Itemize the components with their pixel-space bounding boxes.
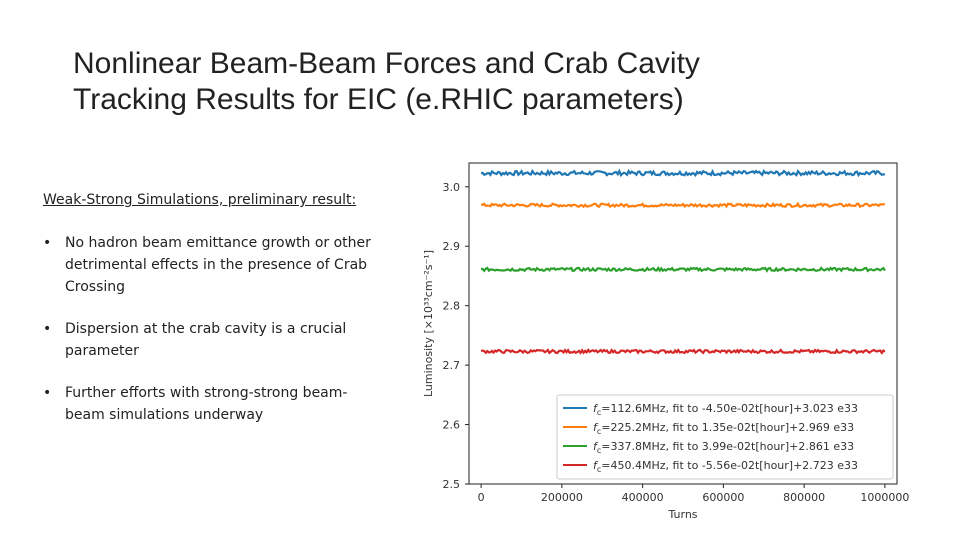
x-tick-label: 200000 bbox=[540, 491, 583, 504]
bullet-marker: • bbox=[43, 235, 52, 251]
bullet-item bbox=[43, 232, 373, 298]
y-axis-label: Luminosity [×10³³cm⁻²s⁻¹] bbox=[422, 249, 435, 398]
slide-title bbox=[73, 46, 833, 118]
legend-entry: $f_c=225.2MHz$, fit to 1.35e-02t[hour]+2.969 e33 bbox=[593, 421, 855, 436]
section-subheading: Weak-Strong Simulations, preliminary result: bbox=[43, 192, 357, 208]
legend-entry: $f_c=112.6MHz$, fit to -4.50e-02t[hour]+3.023 e33 bbox=[593, 402, 859, 417]
x-tick-label: 0 bbox=[477, 491, 485, 504]
bullet-text: No hadron beam emittance growth or other detrimental effects in the presence of Crab Crossing bbox=[65, 235, 371, 295]
y-tick-label: 2.8 bbox=[442, 299, 460, 313]
legend-entry: $f_c=450.4MHz$, fit to -5.56e-02t[hour]+2.723 e33 bbox=[593, 459, 859, 474]
x-axis-label: Turns bbox=[668, 508, 698, 521]
y-tick-label: 3.0 bbox=[442, 180, 460, 194]
slide-title-line-1: Nonlinear Beam-Beam Forces and Crab Cavity bbox=[73, 47, 700, 80]
y-tick-label: 2.7 bbox=[442, 359, 460, 373]
series-line bbox=[481, 268, 885, 271]
bullet-item bbox=[43, 318, 373, 362]
x-tick-label: 800000 bbox=[783, 491, 826, 504]
bullet-item bbox=[43, 382, 373, 426]
bullet-marker: • bbox=[43, 385, 52, 401]
x-tick-label: 400000 bbox=[621, 491, 664, 504]
y-tick-label: 2.9 bbox=[442, 240, 460, 254]
slide-title-line-2: Tracking Results for EIC (e.RHIC parameters) bbox=[73, 83, 684, 116]
luminosity-chart bbox=[415, 155, 925, 530]
bullet-text: Dispersion at the crab cavity is a crucial parameter bbox=[65, 321, 347, 359]
series-line bbox=[481, 350, 885, 353]
series-line bbox=[481, 204, 885, 207]
legend-entry: $f_c=337.8MHz$, fit to 3.99e-02t[hour]+2.861 e33 bbox=[593, 440, 855, 455]
bullet-text: Further efforts with strong-strong beam-beam simulations underway bbox=[65, 385, 348, 423]
series-line bbox=[481, 171, 885, 175]
y-tick-label: 2.5 bbox=[442, 478, 460, 491]
x-tick-label: 1000000 bbox=[860, 491, 910, 504]
y-tick-label: 2.6 bbox=[442, 418, 460, 432]
bullet-marker: • bbox=[43, 321, 52, 337]
x-tick-label: 600000 bbox=[702, 491, 745, 504]
bullet-list bbox=[43, 232, 373, 446]
